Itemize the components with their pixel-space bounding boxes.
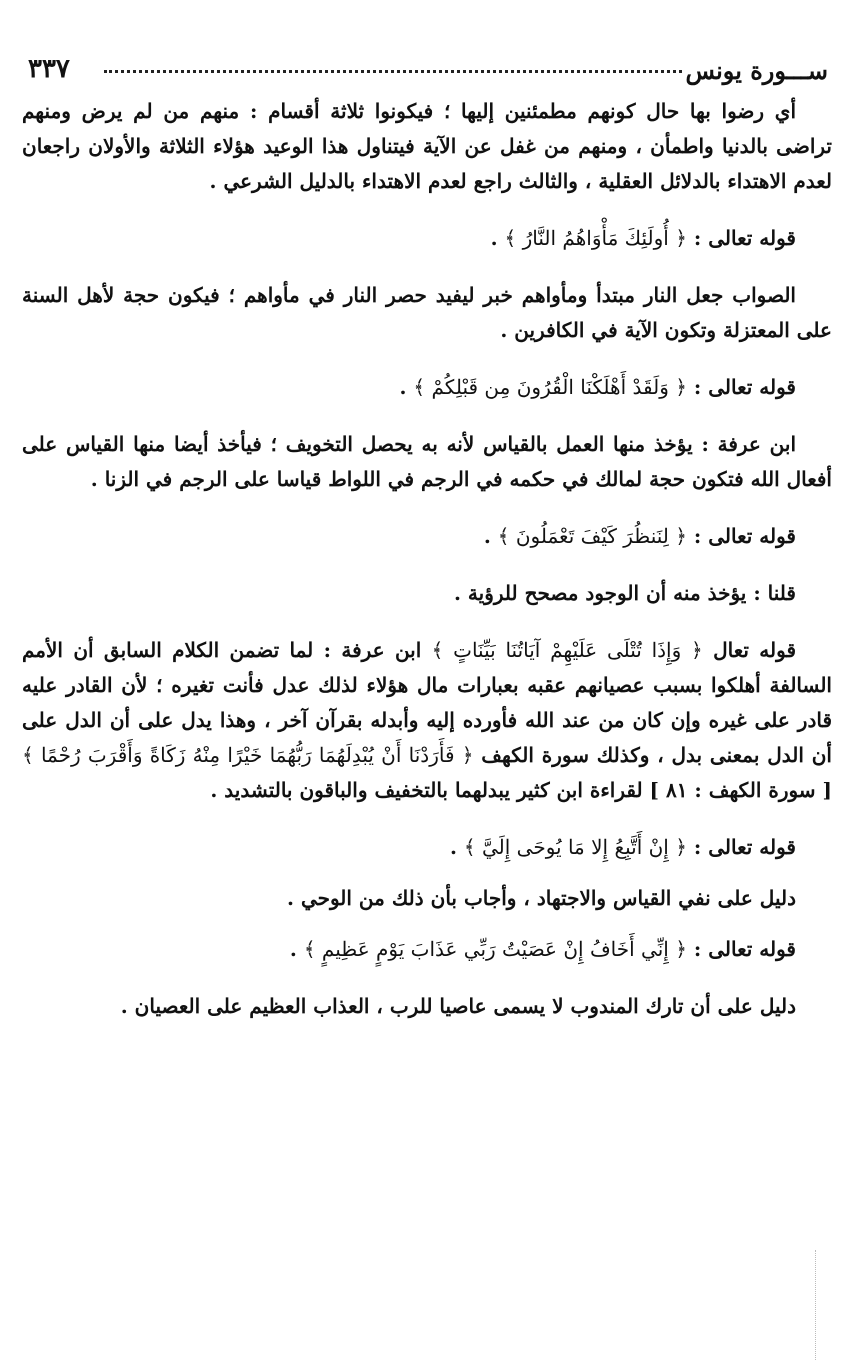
verse-heading <box>22 221 832 256</box>
quran-verse: ﴿ وَلَقَدْ أَهْلَكْنَا الْقُرُونَ مِن قَبْلِكُمْ ﴾ <box>413 375 687 399</box>
paragraph-text: ابن عرفة : لما تضمن الكلام السابق أن الأمم السالفة أهلكوا بسبب عصيانهم عقبه بعبارات مال هؤلاء لذلك عدل فأنت تغيره ؛ لأن القادر عليه قادر على غيره وإن كان من عند الله فأورده إليه وأبدله بقرآن آخر ، وهذا يدل على أن الدل على أن الدل بمعنى بدل ، وكذلك سورة الكهف <box>22 638 832 767</box>
quran-verse: ﴿ إِنْ أَتَّبِعُ إِلا مَا يُوحَى إِلَيَّ ﴾ <box>463 835 687 859</box>
verse-end: . <box>399 375 414 399</box>
verse-heading <box>22 519 832 554</box>
body-text <box>22 94 832 1024</box>
document-page <box>22 0 832 1372</box>
verse-end: . <box>289 937 304 961</box>
paragraph-commentary <box>22 989 832 1024</box>
quran-verse: ﴿ أُولَئِكَ مَأْوَاهُمُ النَّارُ ﴾ <box>504 226 687 250</box>
paragraph-text: دليل على أن تارك المندوب لا يسمى عاصيا للرب ، العذاب العظيم على العصيان . <box>120 994 796 1018</box>
paragraph-commentary <box>22 94 832 199</box>
margin-scan-marks <box>813 1250 816 1360</box>
quran-verse: ﴿ لِنَنظُرَ كَيْفَ تَعْمَلُونَ ﴾ <box>497 524 687 548</box>
paragraph-text: قلنا : يؤخذ منه أن الوجود مصحح للرؤية . <box>454 581 796 605</box>
verse-heading <box>22 932 832 967</box>
quran-verse: ﴿ وَإِذَا تُتْلَى عَلَيْهِمْ آيَاتُنَا بَيِّنَاتٍ ﴾ <box>431 638 703 662</box>
verse-intro: قوله تعالى : <box>686 226 796 250</box>
paragraph-text: دليل على نفي القياس والاجتهاد ، وأجاب بأن ذلك من الوحي . <box>287 886 796 910</box>
paragraph-commentary <box>22 576 832 611</box>
paragraph-commentary-with-verses <box>22 633 832 808</box>
quran-verse-kahf: ﴿ فَأَرَدْنَا أَنْ يُبْدِلَهُمَا رَبُّهُمَا خَيْرًا مِنْهُ زَكَاةً وَأَقْرَبَ رُحْمًا ﴾ <box>22 743 474 767</box>
paragraph-text: الصواب جعل النار مبتدأ ومأواهم خبر ليفيد حصر النار في مأواهم ؛ فيكون حجة لأهل السنة على المعتزلة وتكون الآية في الكافرين . <box>22 283 832 342</box>
page-number: ٣٣٧ <box>28 54 70 84</box>
verse-intro: قوله تعالى : <box>686 937 796 961</box>
verse-heading <box>22 370 832 405</box>
paragraph-commentary <box>22 278 832 348</box>
paragraph-text: [ سورة الكهف : ٨١ ] لقراءة ابن كثير يبدلهما بالتخفيف والباقون بالتشديد . <box>210 778 832 802</box>
verse-end: . <box>490 226 505 250</box>
verse-heading <box>22 830 832 865</box>
verse-intro: قوله تعالى : <box>686 524 796 548</box>
verse-intro: قوله تعال <box>702 638 797 662</box>
verse-intro: قوله تعالى : <box>686 835 796 859</box>
paragraph-commentary <box>22 427 832 497</box>
quran-verse: ﴿ إِنِّي أَخَافُ إِنْ عَصَيْتُ رَبِّي عَذَابَ يَوْمٍ عَظِيمٍ ﴾ <box>303 937 687 961</box>
verse-intro: قوله تعالى : <box>686 375 796 399</box>
verse-end: . <box>449 835 464 859</box>
paragraph-text: أي رضوا بها حال كونهم مطمئنين إليها ؛ فيكونوا ثلاثة أقسام : منهم من لم يرض ومنهم تراضى بالدنيا واطمأن ، ومنهم من غفل عن الآية فيتناول هذا الوعيد هؤلاء الثلاثة والأولان راجعان لعدم الاهتداء بالدلائل العقلية ، والثالث راجع لعدم الاهتداء بالدليل الشرعي . <box>22 99 832 193</box>
surah-title: ســـورة يونس <box>685 56 828 85</box>
paragraph-text: ابن عرفة : يؤخذ منها العمل بالقياس لأنه به يحصل التخويف ؛ فيأخذ أيضا منها القياس على أفعال الله فتكون حجة لمالك في حكمه في الرجم في اللواط قياسا على الرجم في الزنا . <box>22 432 832 491</box>
header-dotted-leader <box>104 70 682 73</box>
paragraph-commentary <box>22 881 832 916</box>
verse-end: . <box>483 524 498 548</box>
running-header <box>22 56 832 90</box>
